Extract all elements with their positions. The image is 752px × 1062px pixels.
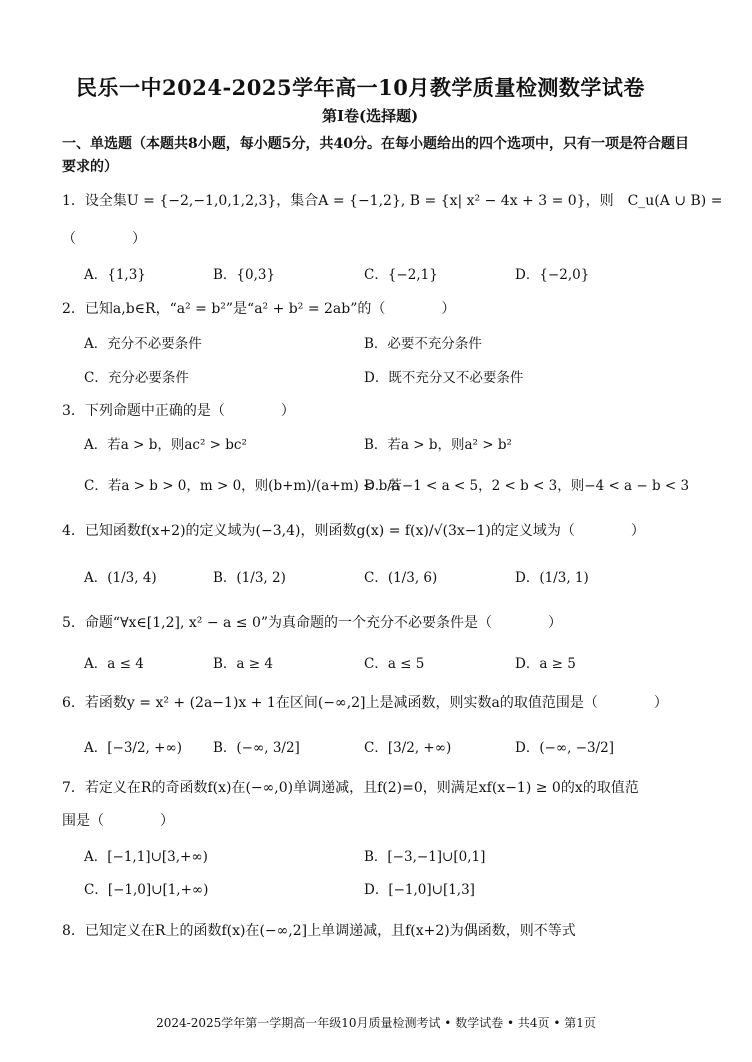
question-6-option-b: B．(−∞, 3/2] [213,740,300,756]
question-1-stem: 1．设全集U = {−2,−1,0,1,2,3}，集合A = {−1,2}, B = {x| x² − 4x + 3 = 0}，则 C_u(A ∪ B) = [62,193,723,209]
question-3-option-b: B．若a > b，则a² > b² [364,437,512,453]
question-7-option-b: B．[−3,−1]∪[0,1] [364,849,486,865]
question-5-option-b: B．a ≥ 4 [213,656,273,672]
question-4-stem: 4．已知函数f(x+2)的定义域为(−3,4)，则函数g(x) = f(x)/√(3x−1)的定义域为（ ） [62,523,645,539]
question-7-option-c: C．[−1,0]∪[1,+∞) [84,882,209,898]
question-7-option-d: D．[−1,0]∪[1,3] [364,882,475,898]
question-1-stem-cont: （ ） [62,231,146,247]
question-6-option-a: A．[−3/2, +∞) [84,740,182,756]
question-4-option-d: D．(1/3, 1) [515,570,589,586]
question-7-stem: 7．若定义在R的奇函数f(x)在(−∞,0)单调递减，且f(2)=0，则满足xf(x−1) ≥ 0的x的取值范 [62,780,639,796]
question-1-option-a: A．{1,3} [84,267,146,283]
question-4-option-b: B．(1/3, 2) [213,570,286,586]
question-6-stem: 6．若函数y = x² + (2a−1)x + 1在区间(−∞,2]上是减函数，则实数a的取值范围是（ ） [62,695,668,711]
question-5-option-c: C．a ≤ 5 [364,656,425,672]
question-2-option-d: D．既不充分又不必要条件 [364,370,524,386]
question-7-option-a: A．[−1,1]∪[3,+∞) [84,849,208,865]
question-2-option-b: B．必要不充分条件 [364,336,482,352]
question-8-stem: 8．已知定义在R上的函数f(x)在(−∞,2]上单调递减，且f(x+2)为偶函数，则不等式 [62,923,576,939]
question-1-option-d: D．{−2,0} [515,267,590,283]
question-5-stem: 5．命题“∀x∈[1,2], x² − a ≤ 0”为真命题的一个充分不必要条件是（ ） [62,615,563,631]
question-5-option-a: A．a ≤ 4 [84,656,144,672]
page-footer: 2024-2025学年第一学期高一年级10月质量检测考试 • 数学试卷 • 共4页 • 第1页 [156,1016,596,1030]
section-instructions: 一、单选题（本题共8小题，每小题5分，共40分。在每小题给出的四个选项中，只有一项是符合题目要求的） [62,136,689,175]
question-5-option-d: D．a ≥ 5 [515,656,576,672]
question-3-option-d: D．若−1 < a < 5，2 < b < 3，则−4 < a − b < 3 [364,478,690,494]
question-3-option-a: A．若a > b，则ac² > bc² [84,437,247,453]
question-6-option-c: C．[3/2, +∞) [364,740,452,756]
question-4-option-c: C．(1/3, 6) [364,570,438,586]
exam-title: 民乐一中2024-2025学年高一10月教学质量检测数学试卷 [76,75,645,100]
question-2-option-c: C．充分必要条件 [84,370,189,386]
question-7-stem-cont: 围是（ ） [62,813,174,829]
question-2-stem: 2．已知a,b∈R，“a² = b²”是“a² + b² = 2ab”的（ ） [62,301,456,317]
question-1-option-c: C．{−2,1} [364,267,438,283]
question-3-stem: 3．下列命题中正确的是（ ） [62,403,295,419]
question-2-option-a: A．充分不必要条件 [84,336,202,352]
question-1-option-b: B．{0,3} [213,267,276,283]
question-6-option-d: D．(−∞, −3/2] [515,740,615,756]
part-heading: 第Ⅰ卷(选择题) [322,107,419,125]
question-4-option-a: A．(1/3, 4) [84,570,157,586]
question-3-option-c: C．若a > b > 0，m > 0，则(b+m)/(a+m) < b/a [84,478,400,494]
